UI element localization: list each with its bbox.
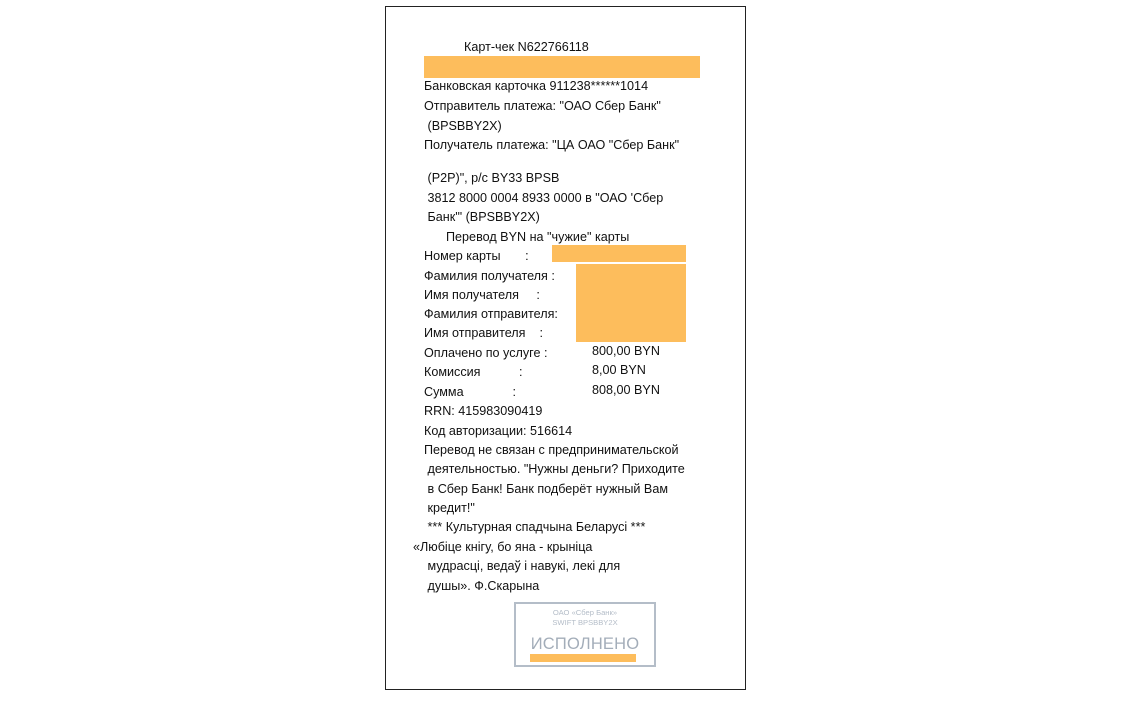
recipient-surname-label: Фамилия получателя :	[424, 269, 555, 283]
redacted-block	[424, 56, 700, 78]
note-line-2: деятельностью. "Нужны деньги? Приходите	[424, 462, 685, 476]
stamp-swift: SWIFT BPSBBY2X	[552, 618, 618, 627]
rrn-line: RRN: 415983090419	[424, 404, 543, 418]
receipt	[385, 6, 746, 690]
recipient-line-1: Получатель платежа: "ЦА ОАО "Сбер Банк"	[424, 138, 680, 152]
receipt-title: Карт-чек N622766118	[464, 40, 589, 54]
quote-line-1: «Любіце кнігу, бо яна - крыніца	[413, 540, 593, 554]
card-number-redaction	[552, 245, 686, 262]
sum-label: Сумма :	[424, 385, 517, 399]
sum-value: 808,00 BYN	[592, 383, 660, 397]
sender-surname-label: Фамилия отправителя:	[424, 307, 558, 321]
recipient-line-3: 3812 8000 0004 8933 0000 в "ОАО 'Сбер	[424, 191, 664, 205]
stamp-bank-name: ОАО «Сбер Банк»	[552, 608, 618, 617]
card-line: Банковская карточка 911238******1014	[424, 79, 649, 93]
stamp-status: ИСПОЛНЕНО	[530, 635, 640, 653]
note-line-4: кредит!"	[424, 501, 475, 515]
executed-stamp	[514, 602, 656, 667]
names-redaction	[576, 264, 686, 342]
note-line-3: в Сбер Банк! Банк подберёт нужный Вам	[424, 482, 668, 496]
quote-line-2: мудрасці, ведаў і навукі, лекі для	[424, 559, 621, 573]
quote-line-3: душы». Ф.Скарына	[424, 579, 540, 593]
operation-title: Перевод BYN на "чужие" карты	[446, 230, 630, 244]
commission-label: Комиссия :	[424, 365, 523, 379]
sender-name-label: Имя отправителя :	[424, 326, 543, 340]
recipient-line-4: Банк'" (BPSBBY2X)	[424, 210, 540, 224]
paid-value: 800,00 BYN	[592, 344, 660, 358]
sender-bank-swift: (BPSBBY2X)	[424, 119, 502, 133]
sender-bank-line: Отправитель платежа: "ОАО Сбер Банк"	[424, 99, 661, 113]
card-number-label: Номер карты :	[424, 249, 529, 263]
auth-code-line: Код авторизации: 516614	[424, 424, 573, 438]
note-line-1: Перевод не связан с предпринимательской	[424, 443, 679, 457]
recipient-name-label: Имя получателя :	[424, 288, 540, 302]
stamp-redaction	[530, 654, 636, 662]
commission-value: 8,00 BYN	[592, 363, 646, 377]
paid-label: Оплачено по услуге :	[424, 346, 548, 360]
recipient-line-2: (P2P)", р/с BY33 BPSB	[424, 171, 560, 185]
culture-line: *** Культурная спадчына Беларусі ***	[424, 520, 646, 534]
